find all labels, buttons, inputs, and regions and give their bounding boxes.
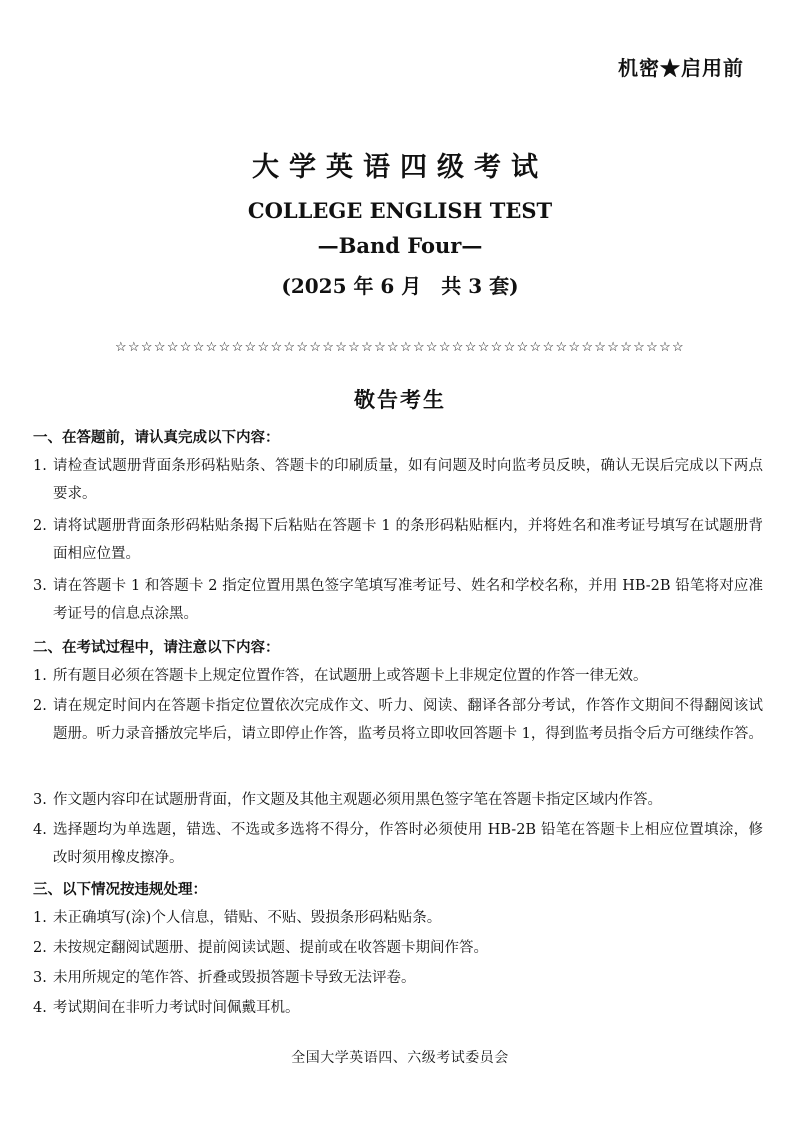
item-number: 3.	[33, 792, 47, 808]
list-item	[33, 572, 763, 628]
item-number: 1.	[33, 910, 47, 926]
list-item	[33, 934, 763, 962]
item-text: 请将试题册背面条形码粘贴条揭下后粘贴在答题卡 1 的条形码粘贴框内，并将姓名和准考证号填写在试题册背面相应位置。	[53, 518, 763, 562]
item-text: 选择题均为单选题，错选、不选或多选将不得分，作答时必须使用 HB-2B 铅笔在答题卡上相应位置填涂，修改时须用橡皮擦净。	[53, 822, 763, 866]
item-text: 未正确填写(涂)个人信息，错贴、不贴、毁损条形码粘贴条。	[53, 910, 442, 926]
section-heading-1: 一、在答题前，请认真完成以下内容：	[33, 429, 280, 446]
star-divider: ☆☆☆☆☆☆☆☆☆☆☆☆☆☆☆☆☆☆☆☆☆☆☆☆☆☆☆☆☆☆☆☆☆☆☆☆☆☆☆☆☆☆☆☆	[115, 340, 685, 355]
band-subtitle: —Band Four—	[317, 233, 483, 258]
item-number: 1.	[33, 668, 47, 684]
item-number: 2.	[33, 698, 47, 714]
item-number: 4.	[33, 822, 47, 838]
section-heading-3: 三、以下情况按违规处理：	[33, 881, 207, 898]
item-number: 4.	[33, 1000, 47, 1016]
list-item	[33, 512, 763, 568]
item-text: 作文题内容印在试题册背面，作文题及其他主观题必须用黑色签字笔在答题卡指定区域内作答。	[53, 792, 662, 808]
exam-title-chinese: 大学英语四级考试	[252, 152, 548, 183]
list-item	[33, 452, 763, 508]
confidential-label: 机密★启用前	[618, 56, 744, 80]
item-number: 2.	[33, 518, 47, 534]
list-item	[33, 904, 763, 932]
item-text: 考试期间在非听力考试时间佩戴耳机。	[53, 1000, 300, 1016]
list-item	[33, 662, 763, 690]
item-text: 未用所规定的笔作答、折叠或毁损答题卡导致无法评卷。	[53, 970, 416, 986]
item-text: 请在规定时间内在答题卡指定位置依次完成作文、听力、阅读、翻译各部分考试，作答作文期间不得翻阅该试题册。听力录音播放完毕后，请立即停止作答，监考员将立即收回答题卡 1，得到监考员指令后方可继续作答。	[53, 698, 763, 742]
item-text: 所有题目必须在答题卡上规定位置作答，在试题册上或答题卡上非规定位置的作答一律无效。	[53, 668, 648, 684]
list-item	[33, 786, 763, 814]
list-item	[33, 816, 763, 872]
issuer-footer: 全国大学英语四、六级考试委员会	[291, 1050, 509, 1066]
item-number: 3.	[33, 970, 47, 986]
item-number: 3.	[33, 578, 47, 594]
list-item	[33, 994, 763, 1022]
item-number: 1.	[33, 458, 47, 474]
notice-title: 敬告考生	[354, 387, 446, 412]
item-text: 请检查试题册背面条形码粘贴条、答题卡的印刷质量，如有问题及时向监考员反映，确认无误后完成以下两点要求。	[53, 458, 763, 502]
item-number: 2.	[33, 940, 47, 956]
exam-title-english: COLLEGE ENGLISH TEST	[247, 198, 553, 223]
exam-date: (2025 年 6 月 共 3 套)	[281, 274, 519, 298]
item-text: 请在答题卡 1 和答题卡 2 指定位置用黑色签字笔填写准考证号、姓名和学校名称，并用 HB-2B 铅笔将对应准考证号的信息点涂黑。	[53, 578, 763, 622]
list-item	[33, 692, 763, 748]
section-heading-2: 二、在考试过程中，请注意以下内容：	[33, 639, 280, 656]
list-item	[33, 964, 763, 992]
item-text: 未按规定翻阅试题册、提前阅读试题、提前或在收答题卡期间作答。	[53, 940, 488, 956]
